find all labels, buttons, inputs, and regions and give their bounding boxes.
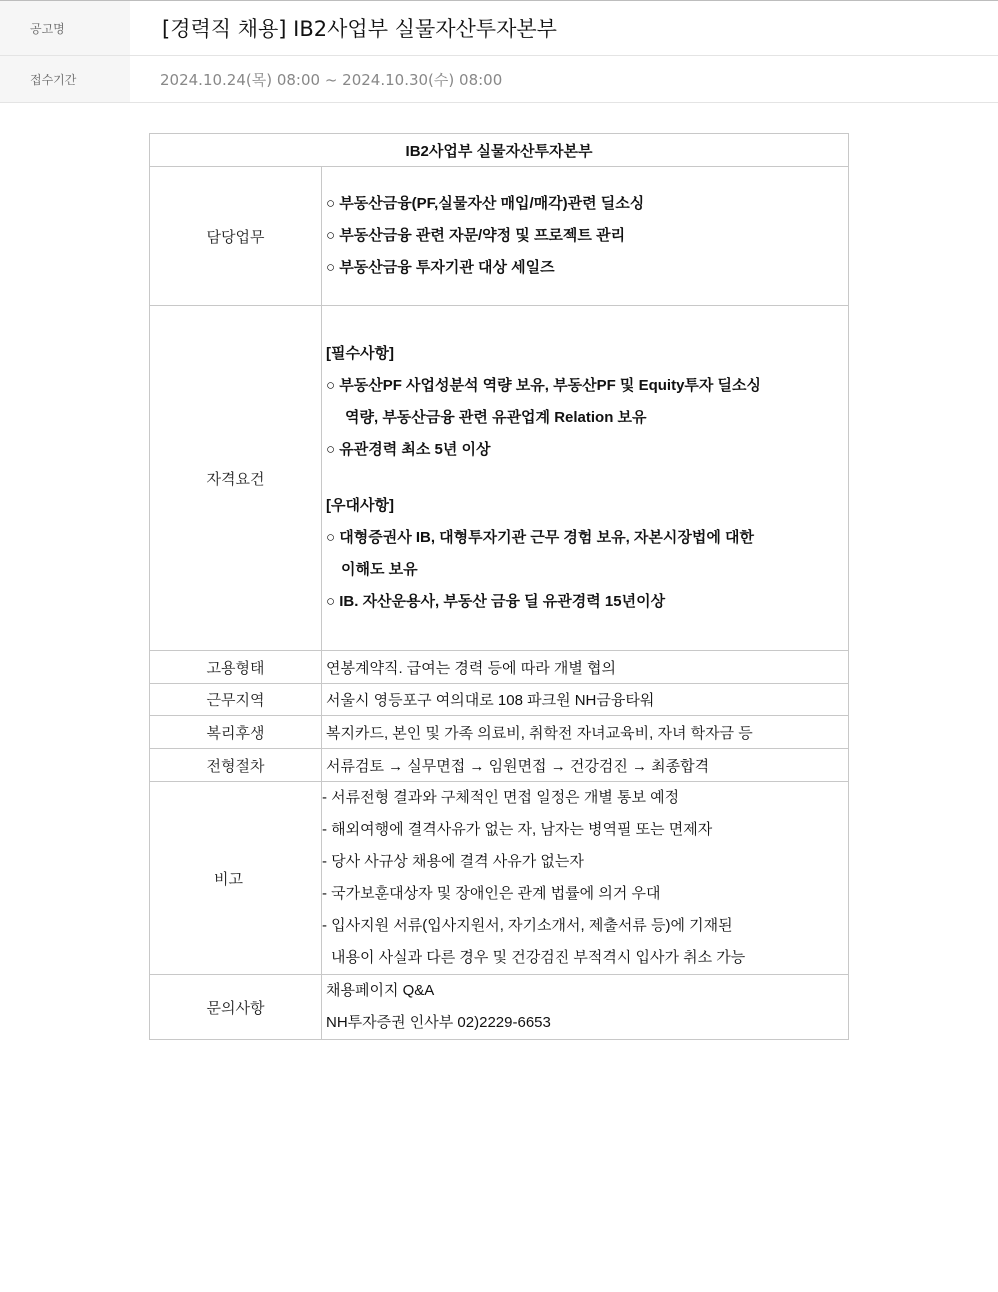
period-row xyxy=(0,56,998,103)
benefits-label: 복리후생 xyxy=(150,716,322,749)
contact-line: NH투자증권 인사부 02)2229-6653 xyxy=(326,1014,551,1031)
remark-line: - 서류전형 결과와 구체적인 면접 일정은 개별 통보 예정 xyxy=(322,789,680,806)
qualifications-label: 자격요건 xyxy=(150,306,322,651)
required-line: 역량, 부동산금융 관련 유관업계 Relation 보유 xyxy=(345,409,647,426)
contact-label: 문의사항 xyxy=(150,975,322,1040)
title-label: 공고명 xyxy=(0,1,130,55)
duties-value xyxy=(322,167,849,306)
required-line: ○ 유관경력 최소 5년 이상 xyxy=(326,441,491,458)
preferred-line: ○ 대형증권사 IB, 대형투자기관 근무 경험 보유, 자본시장법에 대한 xyxy=(326,529,754,546)
preferred-line: 이해도 보유 xyxy=(341,561,418,578)
duty-line: ○ 부동산금융(PF,실물자산 매입/매각)관련 딜소싱 xyxy=(326,195,645,212)
benefits-value: 복지카드, 본인 및 가족 의료비, 취학전 자녀교육비, 자녀 학자금 등 xyxy=(322,716,849,749)
duty-line: ○ 부동산금융 투자기관 대상 세일즈 xyxy=(326,259,555,276)
preferred-title: [우대사항] xyxy=(326,497,394,514)
remarks-value xyxy=(322,782,849,975)
employment-value: 연봉계약직. 급여는 경력 등에 따라 개별 협의 xyxy=(322,651,849,684)
period-label: 접수기간 xyxy=(0,56,130,102)
required-title: [필수사항] xyxy=(326,345,394,362)
duties-label: 담당업무 xyxy=(150,167,322,306)
preferred-line: ○ IB. 자산운용사, 부동산 금융 딜 유관경력 15년이상 xyxy=(326,593,666,610)
remark-line: 내용이 사실과 다른 경우 및 건강검진 부적격시 입사가 취소 가능 xyxy=(331,949,746,966)
process-value: 서류검토 → 실무면접 → 임원면접 → 건강검진 → 최종합격 xyxy=(322,749,849,782)
location-value: 서울시 영등포구 여의대로 108 파크원 NH금융타워 xyxy=(322,684,849,716)
location-label: 근무지역 xyxy=(150,684,322,716)
remark-line: - 국가보훈대상자 및 장애인은 관계 법률에 의거 우대 xyxy=(322,885,661,902)
remark-line: - 당사 사규상 채용에 결격 사유가 없는자 xyxy=(322,853,584,870)
remarks-label: 비고 xyxy=(150,782,322,975)
posting-header xyxy=(0,0,998,103)
table-caption: IB2사업부 실물자산투자본부 xyxy=(150,134,849,167)
remark-line: - 해외여행에 결격사유가 없는 자, 남자는 병역필 또는 면제자 xyxy=(322,821,713,838)
application-period: 2024.10.24(목) 08:00 ~ 2024.10.30(수) 08:00 xyxy=(160,70,503,89)
posting-title: [경력직 채용] IB2사업부 실물자산투자본부 xyxy=(162,17,557,41)
contact-line: 채용페이지 Q&A xyxy=(326,982,435,999)
title-row xyxy=(0,1,998,56)
contact-value xyxy=(322,975,849,1040)
duty-line: ○ 부동산금융 관련 자문/약정 및 프로젝트 관리 xyxy=(326,227,626,244)
remark-line: - 입사지원 서류(입사지원서, 자기소개서, 제출서류 등)에 기재된 xyxy=(322,917,733,934)
employment-label: 고용형태 xyxy=(150,651,322,684)
qualifications-value xyxy=(322,306,849,651)
required-line: ○ 부동산PF 사업성분석 역량 보유, 부동산PF 및 Equity투자 딜소싱 xyxy=(326,377,762,394)
process-label: 전형절차 xyxy=(150,749,322,782)
job-details-table xyxy=(149,133,849,1040)
